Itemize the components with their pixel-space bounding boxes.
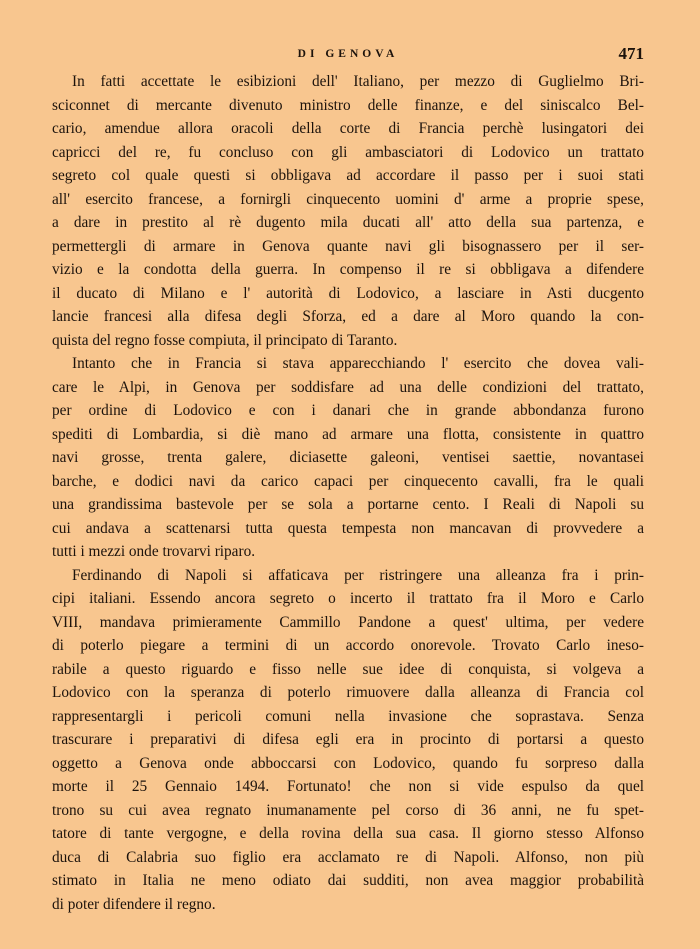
text-line: sciconnet di mercante divenuto ministro delle finanze, e del siniscalco Bel- xyxy=(52,96,644,114)
running-head: DI GENOVA xyxy=(297,48,399,60)
text-line: barche, e dodici navi da carico capaci per cinquecento cavalli, fra le quali xyxy=(52,472,644,490)
text-line: tatore di tante vergogne, e della rovina della sua casa. Il giorno stesso Alfonso xyxy=(52,825,644,842)
text-line: di poter difendere il regno. xyxy=(52,895,216,913)
page-number: 471 xyxy=(618,44,644,63)
text-line: trascurare i preparativi di difesa egli era in procinto di portarsi a questo xyxy=(52,731,644,748)
text-line: stimato in Italia ne meno odiato dai sudditi, non avea maggior probabilità xyxy=(52,872,644,889)
text-line: care le Alpi, in Genova per soddisfare ad una delle condizioni del trattato, xyxy=(52,378,644,396)
paragraph xyxy=(52,352,644,564)
text-line: Ferdinando di Napoli si affaticava per ristringere una alleanza fra i prin- xyxy=(72,566,644,584)
paragraph xyxy=(52,564,644,917)
text-line: trono su cui avea regnato inumanamente pel corso di 36 anni, ne fu spet- xyxy=(52,801,644,819)
text-line: cui andava a scattenarsi tutta questa tempesta non mancavan di provvedere a xyxy=(52,519,644,537)
text-line: all' esercito francese, a fornirgli cinquecento uomini d' arme a proprie spese, xyxy=(52,190,644,208)
text-line: navi grosse, trenta galere, diciasette galeoni, ventisei saettie, novantasei xyxy=(52,449,644,466)
text-line: quista del regno fosse compiuta, il principato di Taranto. xyxy=(52,331,398,349)
text-line: Lodovico con la speranza di poterlo rimuovere dalla alleanza di Francia col xyxy=(52,684,644,701)
text-line: cipi italiani. Essendo ancora segreto o incerto il trattato fra il Moro e Carlo xyxy=(52,590,644,607)
text-line: tutti i mezzi onde trovarvi riparo. xyxy=(52,543,256,560)
text-line: In fatti accettate le esibizioni dell' Italiano, per mezzo di Guglielmo Bri- xyxy=(72,73,644,90)
text-line: di poterlo piegare a termini di un accordo onorevole. Trovato Carlo ineso- xyxy=(52,637,644,654)
paragraph xyxy=(52,70,644,352)
text-line: una grandissima bastevole per se sola a portarne cento. I Reali di Napoli su xyxy=(52,496,644,513)
text-line: capricci del re, fu concluso con gli ambasciatori di Lodovico un trattato xyxy=(52,143,644,161)
text-line: per ordine di Lodovico e con i danari che in grande abbondanza furono xyxy=(52,402,644,419)
text-line: spediti di Lombardia, si diè mano ad armare una flotta, consistente in quattro xyxy=(52,425,644,443)
text-line: morte il 25 Gennaio 1494. Fortunato! che non si vide espulso da quel xyxy=(52,778,644,795)
text-line: segreto col quale questi si obbligava ad accordare il passo per i suoi stati xyxy=(52,167,644,184)
text-line: rappresentargli i pericoli comuni nella invasione che soprastava. Senza xyxy=(52,707,644,725)
text-line: cario, amendue allora oracoli della corte di Francia perchè lusingatori dei xyxy=(52,120,644,137)
text-line: duca di Calabria suo figlio era acclamato re di Napoli. Alfonso, non più xyxy=(52,848,644,866)
text-line: il ducato di Milano e l' autorità di Lodovico, a lasciare in Asti ducgento xyxy=(52,284,644,302)
text-line: a dare in prestito al rè dugento mila ducati all' atto della sua partenza, e xyxy=(52,214,644,231)
text-line: Intanto che in Francia si stava apparecchiando l' esercito che dovea vali- xyxy=(72,355,644,372)
text-line: VIII, mandava primieramente Cammillo Pandone a quest' ultima, per vedere xyxy=(52,613,644,631)
text-line: rabile a questo riguardo e fisso nelle sue idee di conquista, si volgeva a xyxy=(52,660,644,678)
body-text xyxy=(52,70,644,916)
text-line: vizio e la condotta della guerra. In compenso il re si obbligava a difendere xyxy=(52,261,644,278)
text-line: permettergli di armare in Genova quante navi gli bisognassero per il ser- xyxy=(52,237,644,255)
text-line: lancie francesi alla difesa degli Sforza, ed a dare al Moro quando la con- xyxy=(52,308,644,325)
page-header xyxy=(52,44,644,68)
text-line: oggetto a Genova onde abboccarsi con Lodovico, quando fu sorpreso dalla xyxy=(52,754,644,772)
